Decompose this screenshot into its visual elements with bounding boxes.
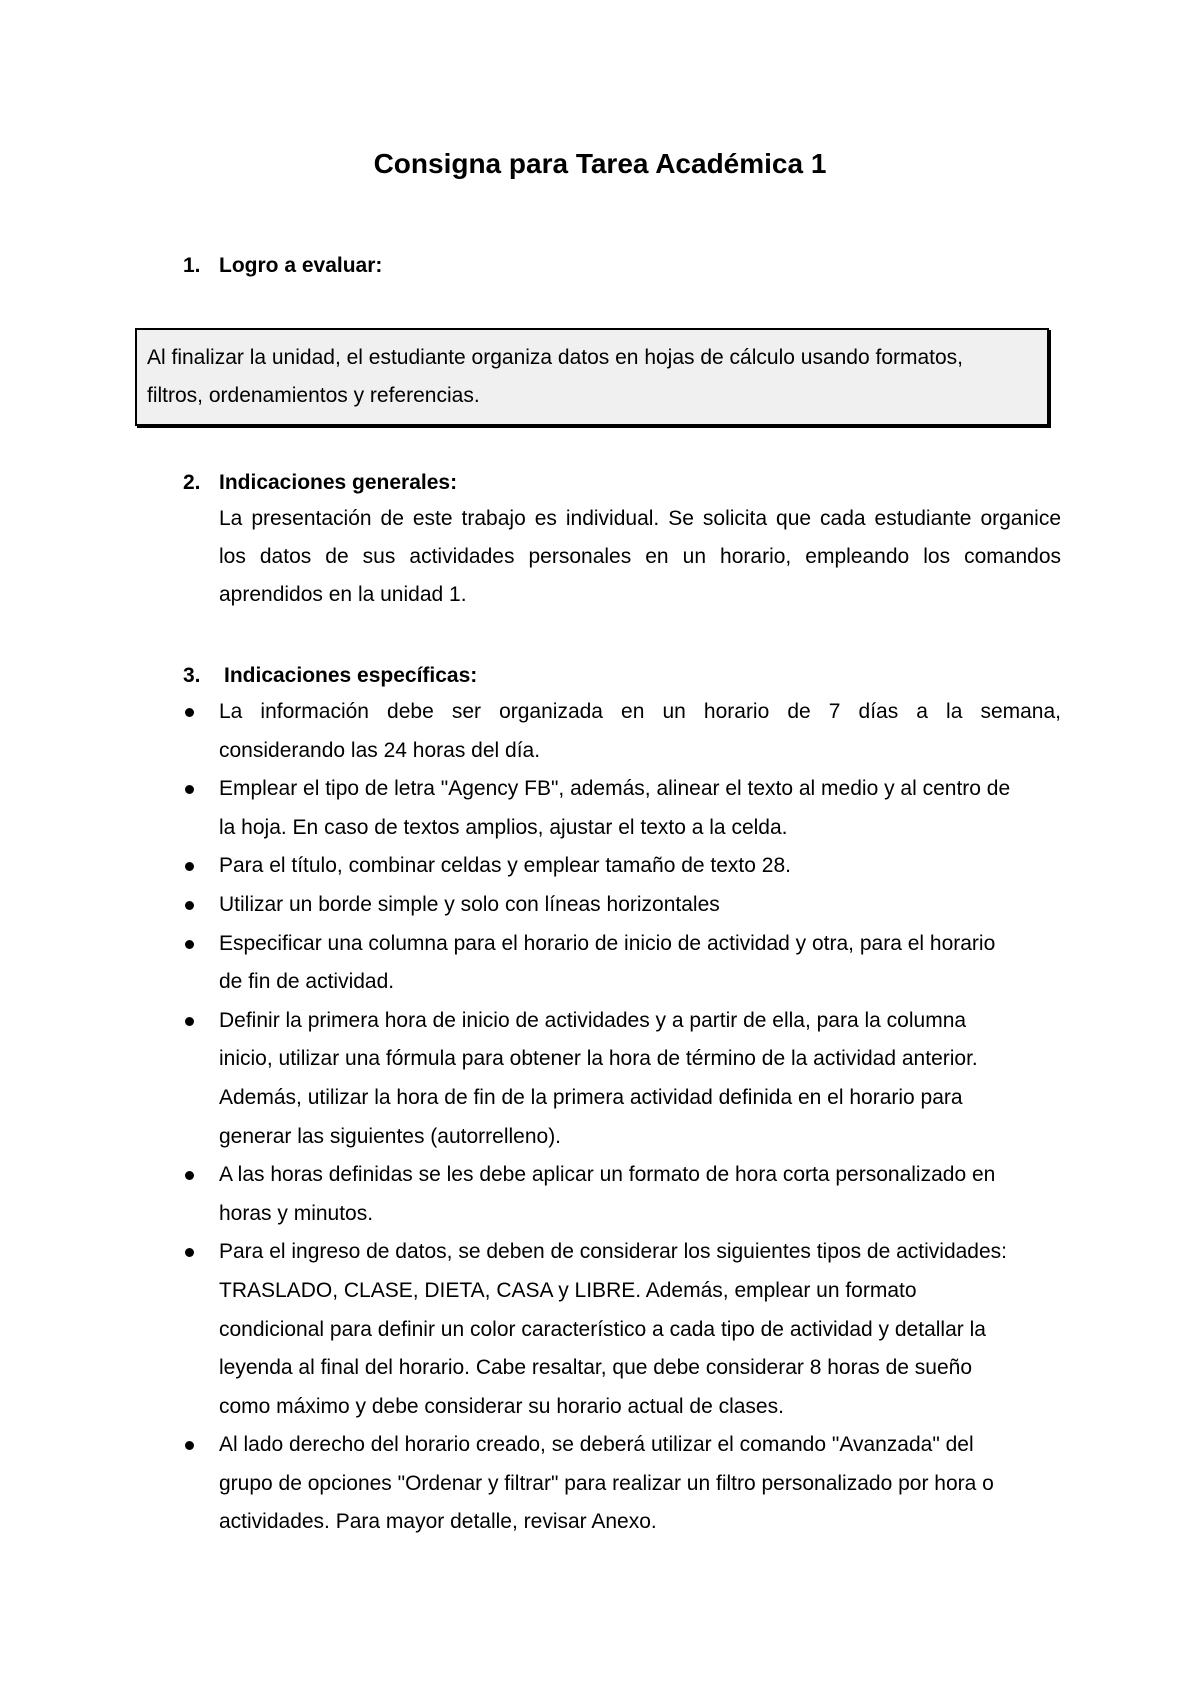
list-item-line: Además, utilizar la hora de fin de la primera actividad definida en el horario para bbox=[219, 1085, 963, 1109]
list-item-line: como máximo y debe considerar su horario actual de clases. bbox=[219, 1394, 784, 1418]
list-item-line: considerando las 24 horas del día. bbox=[219, 738, 541, 762]
section-number: 1. bbox=[183, 254, 201, 277]
list-item-line: horas y minutos. bbox=[219, 1201, 374, 1225]
goal-box bbox=[135, 328, 1049, 426]
list-item-line: Especificar una columna para el horario de inicio de actividad y otra, para el horario bbox=[219, 931, 996, 955]
section-title: Indicaciones generales: bbox=[219, 471, 458, 494]
list-item-line: Utilizar un borde simple y solo con líneas horizontales bbox=[219, 892, 720, 916]
list-item-line: A las horas definidas se les debe aplicar un formato de hora corta personalizado en bbox=[219, 1163, 996, 1187]
list-item-line: de fin de actividad. bbox=[219, 970, 395, 994]
section-heading-logro bbox=[183, 251, 382, 281]
bullet-icon bbox=[185, 901, 194, 910]
section-number: 3. bbox=[183, 664, 201, 687]
paragraph-line: aprendidos en la unidad 1. bbox=[219, 583, 467, 606]
list-item-line: Para el título, combinar celdas y emplear tamaño de texto 28. bbox=[219, 854, 791, 878]
goal-line: Al finalizar la unidad, el estudiante organiza datos en hojas de cálculo usando formatos, bbox=[147, 346, 964, 369]
list-item bbox=[0, 1426, 1061, 1542]
list-item bbox=[0, 1233, 1061, 1426]
section-number: 2. bbox=[183, 471, 201, 494]
list-item bbox=[0, 1156, 1061, 1233]
document-title: Consigna para Tarea Académica 1 bbox=[373, 148, 827, 179]
list-item-line: Emplear el tipo de letra "Agency FB", además, alinear el texto al medio y al centro de bbox=[219, 777, 1011, 801]
list-item-line: la hoja. En caso de textos amplios, ajustar el texto a la celda. bbox=[219, 815, 788, 839]
list-item bbox=[0, 770, 1061, 847]
list-item-line: La información debe ser organizada en un horario de 7 días a la semana, bbox=[219, 700, 1061, 723]
bullet-icon bbox=[185, 1017, 194, 1026]
section-heading-indicaciones-generales bbox=[183, 468, 457, 498]
bullet-icon bbox=[185, 1248, 194, 1257]
bullet-icon bbox=[185, 862, 194, 871]
list-item-line: inicio, utilizar una fórmula para obtener la hora de término de la actividad anterior. bbox=[219, 1047, 978, 1071]
bullet-icon bbox=[185, 1171, 194, 1180]
list-item-line: actividades. Para mayor detalle, revisar Anexo. bbox=[219, 1510, 657, 1534]
bullet-icon bbox=[185, 1441, 194, 1450]
goal-line: filtros, ordenamientos y referencias. bbox=[147, 384, 480, 407]
list-item bbox=[0, 693, 1061, 770]
paragraph-line: los datos de sus actividades personales en un horario, empleando los comandos bbox=[219, 545, 1061, 568]
list-item-line: Definir la primera hora de inicio de actividades y a partir de ella, para la columna bbox=[219, 1008, 967, 1032]
section-title: Logro a evaluar: bbox=[219, 254, 383, 277]
list-item-line: TRASLADO, CLASE, DIETA, CASA y LIBRE. Además, emplear un formato bbox=[219, 1278, 917, 1302]
list-item-line: condicional para definir un color característico a cada tipo de actividad y detallar la bbox=[219, 1317, 986, 1341]
general-instructions-paragraph bbox=[219, 500, 1061, 614]
bullet-icon bbox=[185, 785, 194, 794]
specific-instructions-list bbox=[0, 693, 1200, 1542]
bullet-icon bbox=[185, 940, 194, 949]
list-item bbox=[0, 925, 1061, 1002]
list-item-line: leyenda al final del horario. Cabe resaltar, que debe considerar 8 horas de sueño bbox=[219, 1356, 972, 1380]
paragraph-line: La presentación de este trabajo es individual. Se solicita que cada estudiante organice bbox=[219, 507, 1061, 530]
list-item-line: generar las siguientes (autorrelleno). bbox=[219, 1124, 562, 1148]
list-item bbox=[0, 886, 1061, 925]
list-item-line: Al lado derecho del horario creado, se deberá utilizar el comando "Avanzada" del bbox=[219, 1433, 974, 1457]
list-item bbox=[0, 847, 1061, 886]
list-item-line: Para el ingreso de datos, se deben de considerar los siguientes tipos de actividades: bbox=[219, 1240, 1007, 1264]
bullet-icon bbox=[185, 708, 194, 717]
list-item-line: grupo de opciones "Ordenar y filtrar" para realizar un filtro personalizado por hora o bbox=[219, 1471, 994, 1495]
section-title: Indicaciones específicas: bbox=[224, 664, 478, 687]
list-item bbox=[0, 1002, 1061, 1156]
section-heading-indicaciones-especificas bbox=[183, 661, 477, 691]
